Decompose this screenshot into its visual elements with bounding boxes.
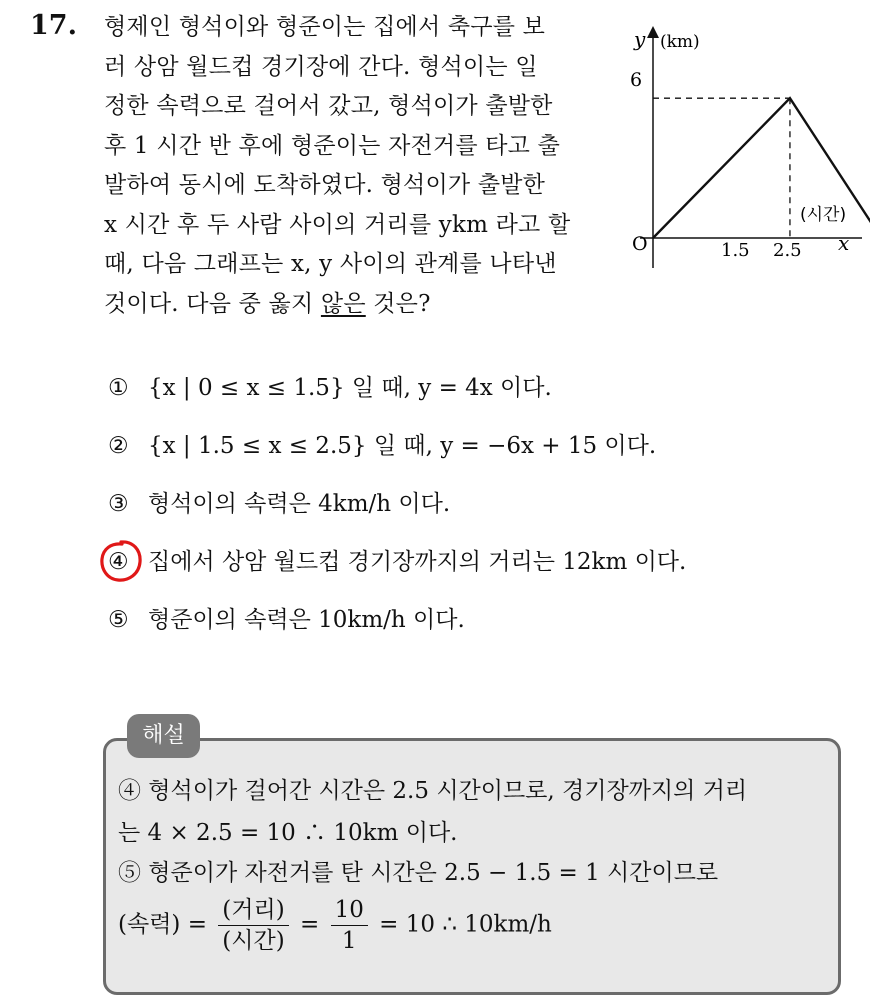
fraction-denominator: (시간) bbox=[222, 928, 285, 954]
choice-number: ⑤ bbox=[108, 607, 129, 633]
choice-text: 집에서 상암 월드컵 경기장까지의 거리는 12km 이다. bbox=[148, 549, 687, 575]
choice-text: 형준이의 속력은 10km/h 이다. bbox=[148, 607, 465, 633]
question-text-pre: 것이다. 다음 중 옳지 bbox=[104, 290, 321, 317]
solution-line: 는 4 × 2.5 = 10 ∴ 10km 이다. bbox=[118, 820, 458, 846]
y-unit-label: (km) bbox=[660, 32, 700, 52]
question-text-post: 것은? bbox=[365, 290, 431, 317]
formula-rhs: = 10 ∴ 10km/h bbox=[379, 911, 552, 938]
fraction-denominator: 1 bbox=[341, 928, 357, 954]
solution-line: ⑤ 형준이가 자전거를 탄 시간은 2.5 − 1.5 = 1 시간이므로 bbox=[118, 860, 719, 886]
fraction-ten-over-one bbox=[331, 895, 368, 956]
choice-number: ③ bbox=[108, 491, 129, 517]
question-line: x 시간 후 두 사람 사이의 거리를 ykm 라고 할 bbox=[104, 211, 571, 238]
choice-number: ① bbox=[108, 375, 129, 401]
question-line: 후 1 시간 반 후에 형준이는 자전거를 타고 출 bbox=[104, 132, 561, 159]
equals-sign: = bbox=[299, 911, 320, 938]
question-line: 러 상암 월드컵 경기장에 간다. 형석이는 일 bbox=[104, 53, 538, 80]
solution-formula bbox=[118, 895, 552, 956]
answer-circle-mark bbox=[98, 538, 144, 584]
y-tick-label: 6 bbox=[630, 69, 643, 91]
question-line: 발하여 동시에 도착하였다. 형석이가 출발한 bbox=[104, 172, 546, 198]
choice-number: ② bbox=[108, 433, 129, 459]
solution-tab: 해설 bbox=[127, 714, 200, 758]
y-axis-label: y bbox=[634, 27, 646, 51]
x-tick-label: 1.5 bbox=[721, 240, 750, 261]
solution-line: ④ 형석이가 걸어간 시간은 2.5 시간이므로, 경기장까지의 거리 bbox=[118, 778, 748, 804]
choice-1[interactable] bbox=[108, 368, 552, 408]
question-line: 정한 속력으로 걸어서 갔고, 형석이가 출발한 bbox=[104, 93, 553, 119]
question-number: 17. bbox=[30, 10, 77, 41]
choice-4[interactable] bbox=[108, 542, 686, 582]
fraction-numerator: 10 bbox=[331, 895, 368, 926]
x-tick-label: 2.5 bbox=[773, 240, 802, 261]
fraction-numerator: (거리) bbox=[218, 895, 288, 926]
choice-text: 형석이의 속력은 4km/h 이다. bbox=[148, 491, 451, 517]
formula-lhs: (속력) = bbox=[118, 911, 207, 938]
question-line: 때, 다음 그래프는 x, y 사이의 관계를 나타낸 bbox=[104, 251, 557, 277]
choice-3[interactable] bbox=[108, 484, 450, 524]
choice-2[interactable] bbox=[108, 426, 656, 466]
question-line: 형제인 형석이와 형준이는 집에서 축구를 보 bbox=[104, 14, 546, 40]
choice-number: ④ bbox=[108, 549, 129, 575]
question-text bbox=[104, 8, 604, 324]
x-axis-label: x bbox=[838, 231, 850, 255]
x-unit-label: (시간) bbox=[800, 205, 847, 225]
origin-label: O bbox=[632, 233, 648, 255]
choice-text: {x | 1.5 ≤ x ≤ 2.5} 일 때, y = −6x + 15 이다. bbox=[148, 433, 657, 459]
question-line-last bbox=[104, 285, 604, 325]
underlined-word: 않은 bbox=[320, 290, 366, 317]
choice-text: {x | 0 ≤ x ≤ 1.5} 일 때, y = 4x 이다. bbox=[148, 375, 552, 401]
choice-5[interactable] bbox=[108, 600, 465, 640]
fraction-distance-over-time bbox=[218, 895, 288, 956]
distance-graph bbox=[600, 20, 870, 280]
